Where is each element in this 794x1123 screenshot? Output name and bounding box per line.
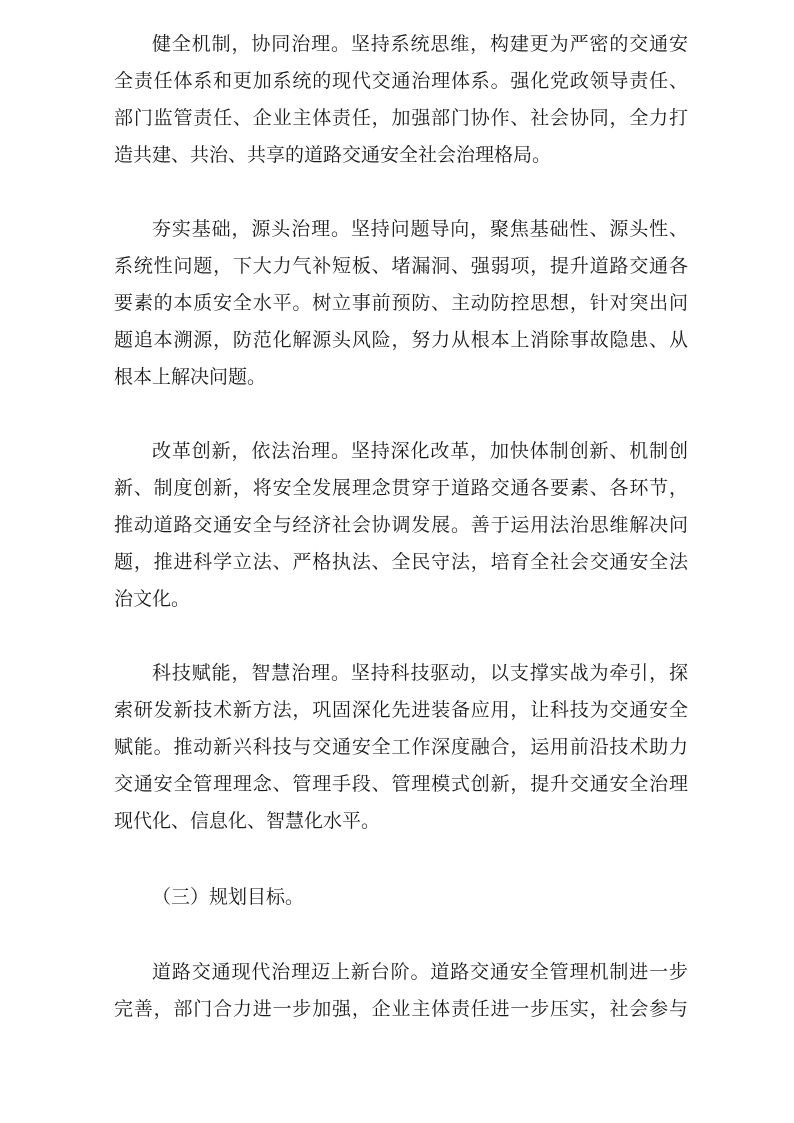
paragraph-3-line-2: 新、制度创新，将安全发展理念贯穿于道路交通各要素、各环节， <box>114 477 688 499</box>
paragraph-5-line-2: 完善，部门合力进一步加强，企业主体责任进一步压实，社会参与 <box>114 998 688 1020</box>
paragraph-4-line-1: 科技赋能，智慧治理。坚持科技驱动，以支撑实战为牵引，探 <box>152 662 688 684</box>
paragraph-4-line-3: 赋能。推动新兴科技与交通安全工作深度融合，运用前沿技术助力 <box>114 736 688 758</box>
paragraph-5-line-1: 道路交通现代治理迈上新台阶。道路交通安全管理机制进一步 <box>152 961 688 983</box>
paragraph-1-line-1: 健全机制，协同治理。坚持系统思维，构建更为严密的交通安 <box>152 33 688 55</box>
paragraph-3-line-5: 治文化。 <box>114 588 191 610</box>
document-page <box>114 0 688 1123</box>
paragraph-4-line-2: 索研发新技术新方法，巩固深化先进装备应用，让科技为交通安全 <box>114 699 688 721</box>
paragraph-4-line-5: 现代化、信息化、智慧化水平。 <box>114 810 381 832</box>
paragraph-3-line-1: 改革创新，依法治理。坚持深化改革，加快体制创新、机制创 <box>152 440 688 462</box>
paragraph-2-line-1: 夯实基础，源头治理。坚持问题导向，聚焦基础性、源头性、 <box>152 218 688 240</box>
paragraph-4-line-4: 交通安全管理理念、管理手段、管理模式创新，提升交通安全治理 <box>114 773 688 795</box>
paragraph-3-line-4: 题，推进科学立法、严格执法、全民守法，培育全社会交通安全法 <box>114 551 688 573</box>
paragraph-1-line-2: 全责任体系和更加系统的现代交通治理体系。强化党政领导责任、 <box>114 70 688 92</box>
paragraph-2-line-5: 根本上解决问题。 <box>114 366 267 388</box>
paragraph-2-line-2: 系统性问题，下大力气补短板、堵漏洞、强弱项，提升道路交通各 <box>114 255 688 277</box>
paragraph-3-line-3: 推动道路交通安全与经济社会协调发展。善于运用法治思维解决问 <box>114 514 688 536</box>
paragraph-2-line-3: 要素的本质安全水平。树立事前预防、主动防控思想，针对突出问 <box>114 292 688 314</box>
paragraph-2-line-4: 题追本溯源，防范化解源头风险，努力从根本上消除事故隐患、从 <box>114 329 688 351</box>
paragraph-1-line-4: 造共建、共治、共享的道路交通安全社会治理格局。 <box>114 144 552 166</box>
section-heading: （三）规划目标。 <box>152 886 305 908</box>
paragraph-1-line-3: 部门监管责任、企业主体责任，加强部门协作、社会协同，全力打 <box>114 107 688 129</box>
